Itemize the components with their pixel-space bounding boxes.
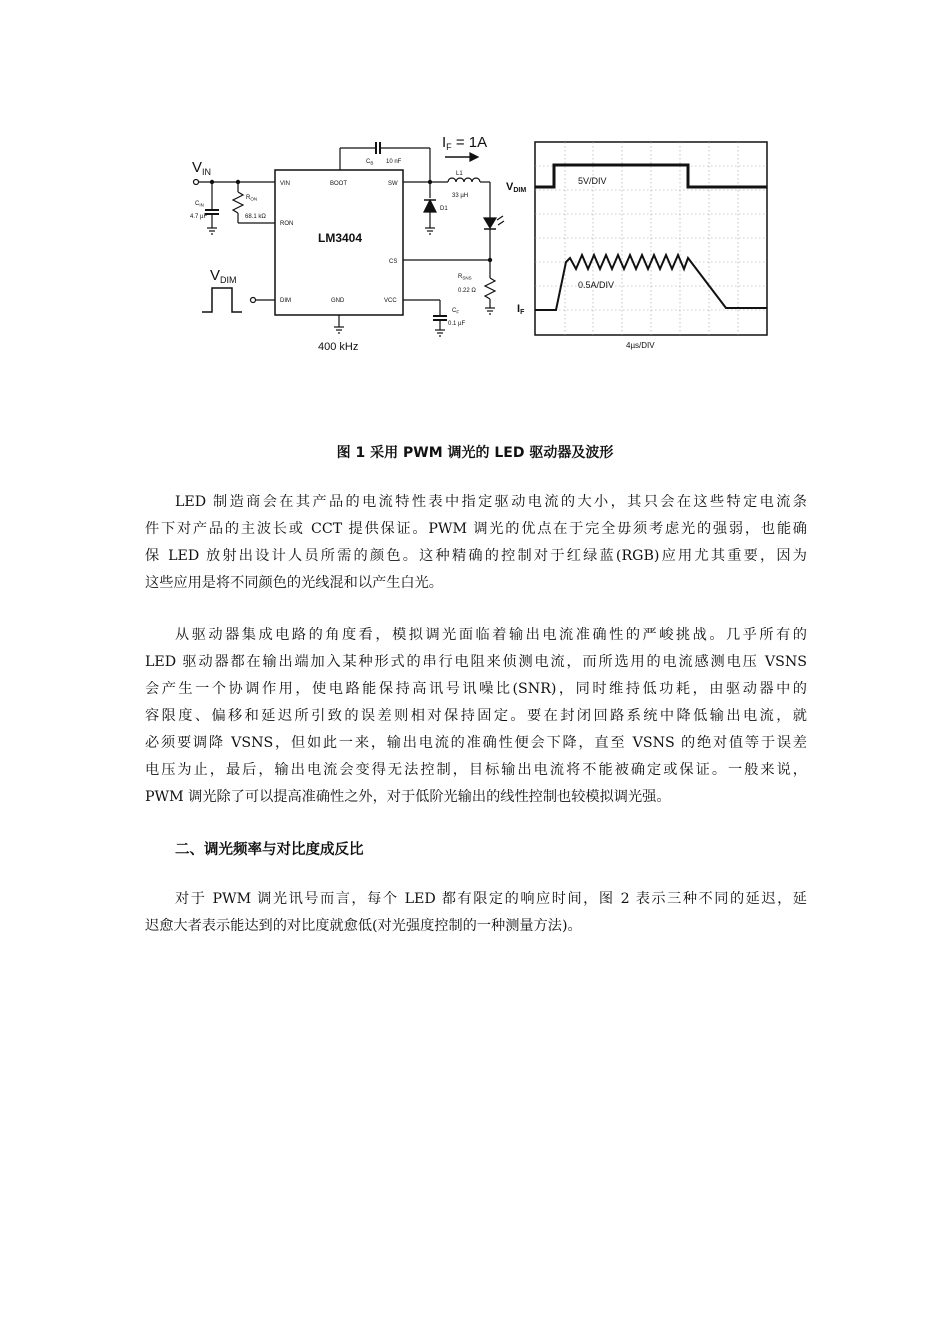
ron-resistor <box>233 192 243 213</box>
figure-1 <box>190 130 770 365</box>
scope-if-label: I <box>517 303 521 315</box>
pin-vcc: VCC <box>384 298 397 304</box>
l1-value: 33 µH <box>452 193 469 199</box>
paragraph-1 <box>145 489 807 597</box>
paragraph-3-line: 对于 PWM 调光讯号而言，每个 LED 都有限定的响应时间，图 2 表示三种不同的延迟，延 <box>175 891 807 907</box>
paragraph-2-line: 容限度、偏移和延迟所引致的误差则相对保持固定。要在封闭回路系统中降低输出电流，就 <box>145 708 807 724</box>
d1-label: D1 <box>440 206 448 212</box>
ron-label: R <box>246 195 251 201</box>
if-sub: F <box>446 142 452 152</box>
scope-vdim-label: V <box>506 181 514 193</box>
paragraph-2-line: PWM 调光除了可以提高准确性之外，对于低阶光输出的线性控制也较模拟调光强。 <box>145 789 671 805</box>
paragraph-2-line: 必须要调降 VSNS，但如此一来，输出电流的准确性便会下降，直至 VSNS 的绝对值等于误差 <box>145 735 807 751</box>
scope-vdim-sub: DIM <box>513 187 527 194</box>
vdim-pulse-symbol <box>202 288 242 312</box>
figure-caption: 图 1 采用 PWM 调光的 LED 驱动器及波形 <box>336 445 614 461</box>
paragraph-2-line: 从驱动器集成电路的角度看，模拟调光面临着输出电流准确性的严峻挑战。几乎所有的 <box>175 627 807 643</box>
ron-sub: ON <box>250 196 258 202</box>
paragraph-1-line: 件下对产品的主波长或 CCT 提供保证。PWM 调光的优点在于完全毋须考虑光的强弱，也能确 <box>145 521 807 537</box>
svg-text:CF <box>452 308 459 315</box>
figure-1-svg <box>190 130 770 365</box>
cf-sub: F <box>456 309 460 315</box>
pin-gnd: GND <box>331 298 345 304</box>
svg-text:RON <box>246 195 257 202</box>
if-label: I <box>442 134 447 151</box>
svg-text:IF = 1A <box>442 134 487 152</box>
if-value: = 1A <box>451 134 488 151</box>
vin-label: V <box>192 159 203 176</box>
paragraph-2-line: LED 驱动器都在输出端加入某种形式的串行电阻来侦测电流，而所选用的电流感测电压 VSNS <box>145 654 807 670</box>
vdim-sub: DIM <box>220 275 237 285</box>
rsns-resistor <box>485 278 495 299</box>
cin-value: 4.7 µF <box>190 214 208 220</box>
frequency-label: 400 kHz <box>318 341 359 353</box>
cb-value: 10 nF <box>386 159 402 165</box>
rsns-label: R <box>458 274 463 280</box>
pin-vin: VIN <box>280 181 291 187</box>
cf-label: C <box>452 308 457 314</box>
svg-text:VDIM <box>506 181 526 194</box>
oscilloscope <box>535 142 767 335</box>
paragraph-2-line: 会产生一个协调作用，使电路能保持高讯号讯噪比(SNR)，同时维持低功耗，由驱动器中的 <box>145 681 807 697</box>
paragraph-1-line: 这些应用是将不同颜色的光线混和以产生白光。 <box>145 575 443 591</box>
pin-dim: DIM <box>280 298 291 304</box>
svg-text:CB <box>366 159 373 166</box>
paragraph-3 <box>145 886 807 940</box>
d1-diode <box>424 200 436 212</box>
pin-cs: CS <box>389 259 398 265</box>
paragraph-1-line: LED 制造商会在其产品的电流特性表中指定驱动电流的大小，其只会在这些特定电流条 <box>175 494 807 510</box>
led-symbol <box>484 218 496 228</box>
paragraph-2 <box>145 622 807 811</box>
paragraph-2-line: 电压为止，最后，输出电流会变得无法控制，目标输出电流将不能被确定或保证。一般来说， <box>145 762 807 778</box>
vdim-label: V <box>210 267 221 284</box>
vin-sub: IN <box>202 167 212 177</box>
l1-inductor <box>448 178 480 182</box>
rsns-value: 0.22 Ω <box>458 288 476 294</box>
pin-boot: BOOT <box>330 181 348 187</box>
l1-label: L1 <box>456 171 463 177</box>
pin-sw: SW <box>388 181 398 187</box>
cf-value: 0.1 µF <box>448 321 466 327</box>
ron-value: 68.1 kΩ <box>245 214 266 220</box>
section-heading: 二、调光频率与对比度成反比 <box>175 842 364 858</box>
svg-text:VDIM <box>210 267 237 285</box>
cin-sub: IN <box>199 202 204 208</box>
paragraph-1-line: 保 LED 放射出设计人员所需的颜色。这种精确的控制对于红绿蓝(RGB)应用尤其重要，因为 <box>145 548 807 564</box>
timebase-label: 4µs/DIV <box>626 341 655 350</box>
cb-sub: B <box>370 160 374 166</box>
rsns-sub: SNS <box>462 275 472 281</box>
cin-label: C <box>195 201 200 207</box>
vin-terminal <box>194 180 199 185</box>
svg-text:IF <box>517 303 525 316</box>
cb-label: C <box>366 159 371 165</box>
scope-if-sub: F <box>520 309 525 316</box>
svg-text:RSNS <box>458 274 472 281</box>
scale-voltage: 5V/DIV <box>578 176 607 186</box>
scale-current: 0.5A/DIV <box>578 280 615 290</box>
paragraph-3-line: 迟愈大者表示能达到的对比度就愈低(对光强度控制的一种测量方法)。 <box>145 918 582 934</box>
pin-ron: RON <box>280 221 294 227</box>
svg-text:CIN <box>195 201 204 208</box>
chip-name: LM3404 <box>318 231 363 245</box>
svg-text:VIN <box>192 159 211 177</box>
